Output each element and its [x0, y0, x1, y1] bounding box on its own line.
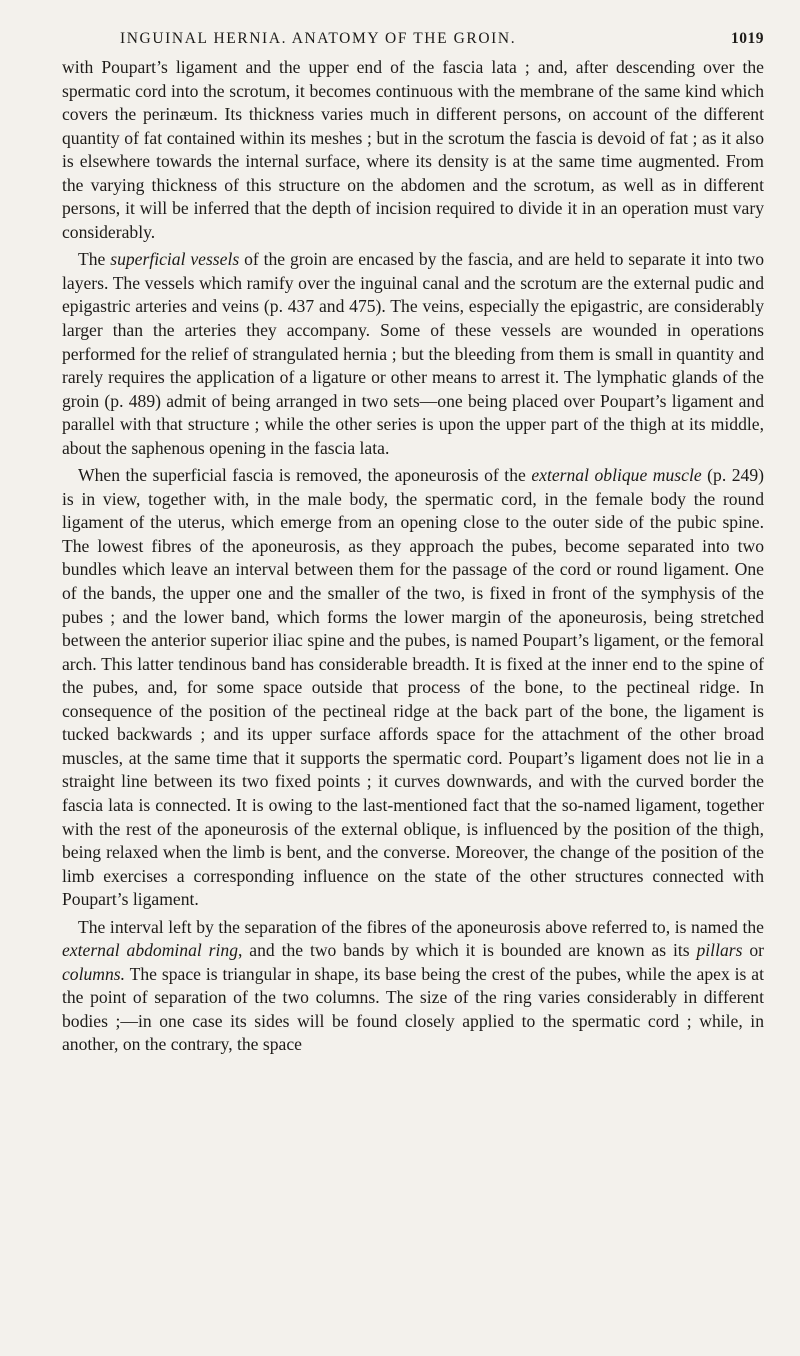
text-run: or [742, 940, 764, 961]
paragraph-3 [62, 464, 764, 911]
italic-term: pillars [696, 940, 743, 961]
text-run: The [78, 249, 111, 270]
text-run: with Poupart’s ligament and the upper end of the fascia lata ; and, after descending over the spermatic cord into the scrotum, it becomes continuous with the membrane of the same kind which covers the perinæum. Its thickness varies much in different persons, on account of the different quantity of fat contained within its meshes ; but in the scrotum the fascia is devoid of fat ; as it also is elsewhere towards the internal surface, where its density is at the same time augmented. From the varying thickness of this structure on the abdomen and the scrotum, as well as in different persons, it will be inferred that the depth of incision required to divide it in an operation must vary considerably. [62, 57, 764, 242]
page-number: 1019 [731, 30, 764, 47]
running-title: INGUINAL HERNIA. ANATOMY OF THE GROIN. [120, 30, 517, 47]
text-run: of the groin are encased by the fascia, and are held to separate it into two layers. The vessels which ramify over the inguinal canal and the scrotum are the external pudic and epigastric arteries and veins (p. 437 and 475). The veins, especially the epigastric, are considerably larger than the arteries they accompany. Some of these vessels are wounded in operations performed for the relief of strangulated hernia ; but the bleeding from them is small in quantity and rarely requires the application of a ligature or other means to arrest it. The lymphatic glands of the groin (p. 489) admit of being arranged in two sets—one being placed over Poupart’s ligament and parallel with that structure ; while the other series is upon the upper part of the thigh at its middle, about the saphenous opening in the fascia lata. [62, 249, 764, 458]
running-header [120, 30, 764, 48]
body-text [62, 56, 764, 1057]
italic-term: superficial vessels [110, 249, 240, 270]
text-run: , and the two bands by which it is bounded are known as its [238, 940, 697, 961]
text-run: When the superficial fascia is removed, the aponeurosis of the [78, 465, 532, 486]
paragraph-4 [62, 916, 764, 1057]
italic-term: external oblique muscle [531, 465, 702, 486]
text-run: (p. 249) is in view, together with, in the male body, the spermatic cord, in the female body the round ligament of the uterus, which emerge from an opening close to the outer side of the pubic spine. The lowest fibres of the aponeurosis, as they approach the pubes, become separated into two bundles which leave an interval between them for the passage of the cord or round ligament. One of the bands, the upper one and the smaller of the two, is fixed in front of the symphysis of the pubes ; and the lower band, which forms the lower margin of the aponeurosis, being stretched between the anterior superior iliac spine and the pubes, is named Poupart’s ligament, or the femoral arch. This latter tendinous band has considerable breadth. It is fixed at the inner end to the spine of the pubes, and, for some space outside that process of the bone, to the pectineal ridge. In consequence of the position of the pectineal ridge at the back part of the bone, the ligament is tucked backwards ; and its upper surface affords space for the attachment of the other broad muscles, at the same time that it supports the spermatic cord. Poupart’s ligament does not lie in a straight line between its two fixed points ; it curves downwards, and with the curved border the fascia lata is connected. It is owing to the last-mentioned fact that the so-named ligament, together with the rest of the aponeurosis of the external oblique, is influenced by the position of the thigh, being relaxed when the limb is bent, and the converse. Moreover, the change of the position of the limb exercises a corresponding influence on the state of the other structures connected with Poupart’s ligament. [62, 465, 764, 910]
italic-term: columns. [62, 963, 126, 984]
text-run: The interval left by the separation of the fibres of the aponeurosis above referred to, is named the [78, 916, 764, 937]
paragraph-1 [62, 56, 764, 244]
paragraph-2 [62, 248, 764, 460]
italic-term: external abdominal ring [62, 940, 239, 961]
text-run: The space is triangular in shape, its base being the crest of the pubes, while the apex is at the point of separation of the two columns. The size of the ring varies considerably in different bodies ;—in one case its sides will be found closely applied to the spermatic cord ; while, in another, on the contrary, the space [62, 963, 764, 1055]
